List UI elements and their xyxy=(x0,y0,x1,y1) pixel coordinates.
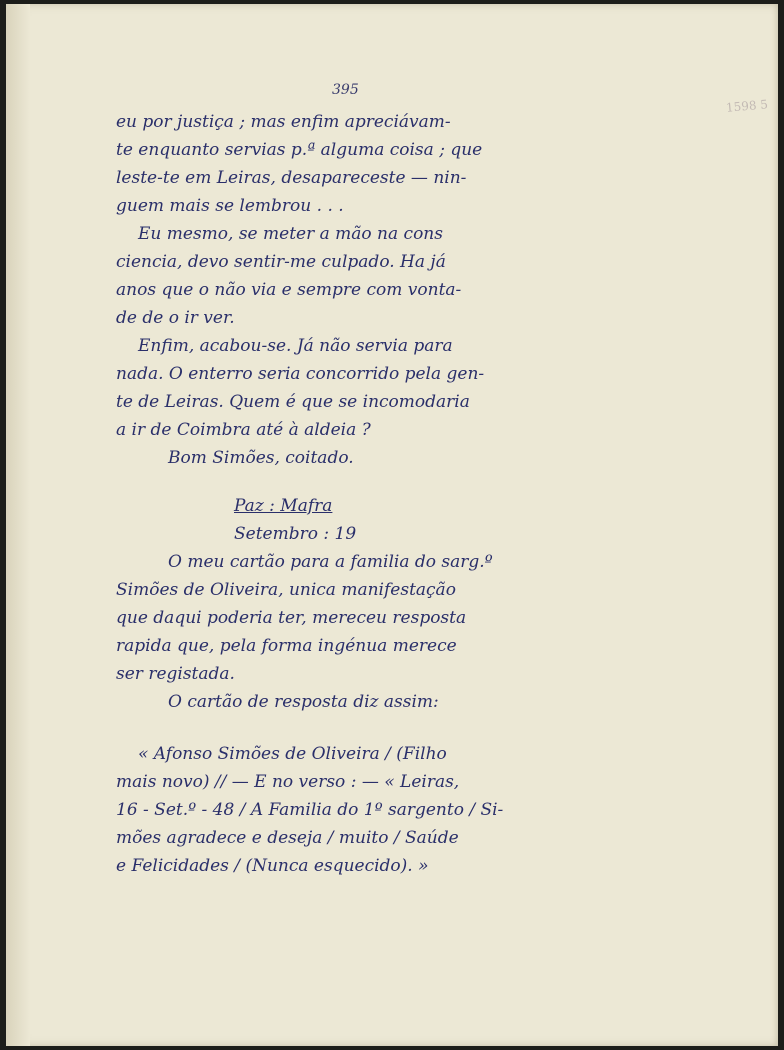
margin-note: 1598 5 xyxy=(725,97,769,115)
text-line: anos que o não via e sempre com vonta- xyxy=(116,280,462,300)
text-line: a ir de Coimbra até à aldeia ? xyxy=(116,420,371,440)
quote-line: mões agradece e deseja / muito / Saúde xyxy=(116,828,459,848)
text-line: te enquanto servias p.ª alguma coisa ; que xyxy=(116,140,483,160)
text-line: guem mais se lembrou . . . xyxy=(116,196,344,216)
text-line: ser registada. xyxy=(116,664,235,684)
text-line: de de o ir ver. xyxy=(116,308,235,328)
text-line: que daqui poderia ter, mereceu resposta xyxy=(116,608,467,628)
text-line: Bom Simões, coitado. xyxy=(168,448,354,468)
text-line: rapida que, pela forma ingénua merece xyxy=(116,636,457,656)
text-line: te de Leiras. Quem é que se incomodaria xyxy=(116,392,470,412)
page-gutter xyxy=(6,4,30,1046)
text-line: eu por justiça ; mas enfim apreciávam- xyxy=(116,112,451,132)
quote-line: e Felicidades / (Nunca esquecido). » xyxy=(116,856,429,876)
manuscript-page xyxy=(6,4,778,1046)
text-line: Enfim, acabou-se. Já não servia para xyxy=(138,336,453,356)
quote-line: mais novo) // — E no verso : — « Leiras, xyxy=(116,772,460,792)
text-line: O meu cartão para a familia do sarg.º xyxy=(168,552,493,572)
quote-line: « Afonso Simões de Oliveira / (Filho xyxy=(138,744,447,764)
text-line: leste-te em Leiras, desapareceste — nin- xyxy=(116,168,467,188)
text-line: Simões de Oliveira, unica manifestação xyxy=(116,580,456,600)
quote-line: 16 - Set.º - 48 / A Familia do 1º sargento / Si- xyxy=(116,800,504,820)
date-heading: Setembro : 19 xyxy=(234,524,357,544)
text-line: ciencia, devo sentir-me culpado. Ha já xyxy=(116,252,446,272)
text-line: nada. O enterro seria concorrido pela gen- xyxy=(116,364,485,384)
text-line: Eu mesmo, se meter a mão na cons xyxy=(138,224,443,244)
text-line: O cartão de resposta diz assim: xyxy=(168,692,439,712)
page-number: 395 xyxy=(332,82,359,98)
place-heading: Paz : Mafra xyxy=(234,496,333,516)
